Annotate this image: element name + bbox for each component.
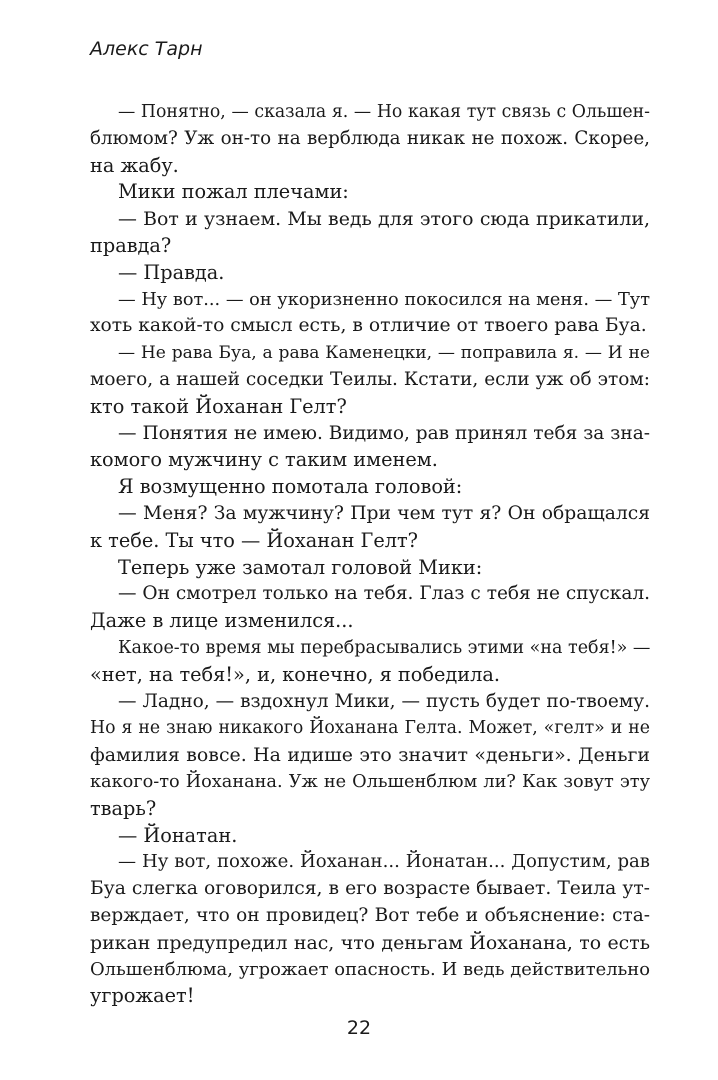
text-line: тварь? (90, 796, 157, 820)
text-line: — Он смотрел только на тебя. Глаз с тебя не спускал. (118, 583, 650, 605)
text-line: кто такой Йоханан Гелт? (90, 394, 347, 418)
text-line: правда? (90, 233, 172, 257)
text-line: блюмом? Уж он-то на верблюда никак не похож. Скорее, (90, 127, 650, 149)
text-line: — Ну вот, похоже. Йоханан... Йонатан... Допустим, рав (118, 851, 650, 873)
text-line: — Вот и узнаем. Мы ведь для этого сюда прикатили, (118, 208, 650, 231)
text-line: Теперь уже замотал головой Мики: (118, 555, 483, 579)
page-number: 22 (346, 1017, 372, 1039)
text-line: Я возмущенно помотала головой: (118, 475, 463, 499)
body-text (90, 99, 650, 1010)
text-line: комого мужчину с таким именем. (90, 448, 438, 472)
text-line: моего, а нашей соседки Теилы. Кстати, если уж об этом: (90, 368, 650, 390)
text-line: какого-то Йоханана. Уж не Ольшенблюм ли? Как зовут эту (90, 771, 650, 792)
text-line: — Ну вот... — он укоризненно покосился на меня. — Тут (118, 289, 650, 310)
text-line: фамилия вовсе. На идише это значит «деньги». Деньги (90, 744, 650, 767)
text-line: Какое-то время мы перебрасывались этими «на тебя!» — (118, 637, 651, 658)
text-line: — Ладно, — вздохнул Мики, — пусть будет по-твоему. (118, 690, 650, 712)
running-header-author: Алекс Тарн (90, 38, 203, 60)
text-line: — Не рава Буа, а рава Каменецки, — поправила я. — И не (118, 343, 650, 364)
text-line: — Понятно, — сказала я. — Но какая тут связь с Ольшен- (118, 102, 650, 122)
text-line: — Понятия не имею. Видимо, рав принял тебя за зна- (118, 422, 650, 444)
text-line: на жабу. (90, 153, 179, 177)
text-line: Мики пожал плечами: (118, 180, 349, 204)
text-line: Ольшенблюма, угрожает опасность. И ведь действительно (90, 958, 650, 980)
text-line: угрожает! (90, 984, 195, 1008)
text-line: Но я не знаю никакого Йоханана Гелта. Может, «гелт» и не (90, 718, 650, 739)
text-line: рикан предупредил нас, что деньгам Йоханана, то есть (90, 931, 650, 954)
text-line: — Правда. (118, 260, 225, 284)
text-line: — Йонатан. (118, 823, 238, 847)
text-line: хоть какой-то смысл есть, в отличие от твоего рава Буа. (90, 315, 647, 337)
text-line: Буа слегка оговорился, в его возрасте бывает. Теила ут- (90, 878, 650, 900)
text-line: Даже в лице изменился... (90, 609, 354, 633)
text-line: верждает, что он провидец? Вот тебе и объяснение: ста- (90, 904, 650, 926)
text-line: «нет, на тебя!», и, конечно, я победила. (90, 662, 500, 686)
text-line: — Меня? За мужчину? При чем тут я? Он обращался (118, 502, 650, 524)
text-line: к тебе. Ты что — Йоханан Гелт? (90, 528, 418, 552)
